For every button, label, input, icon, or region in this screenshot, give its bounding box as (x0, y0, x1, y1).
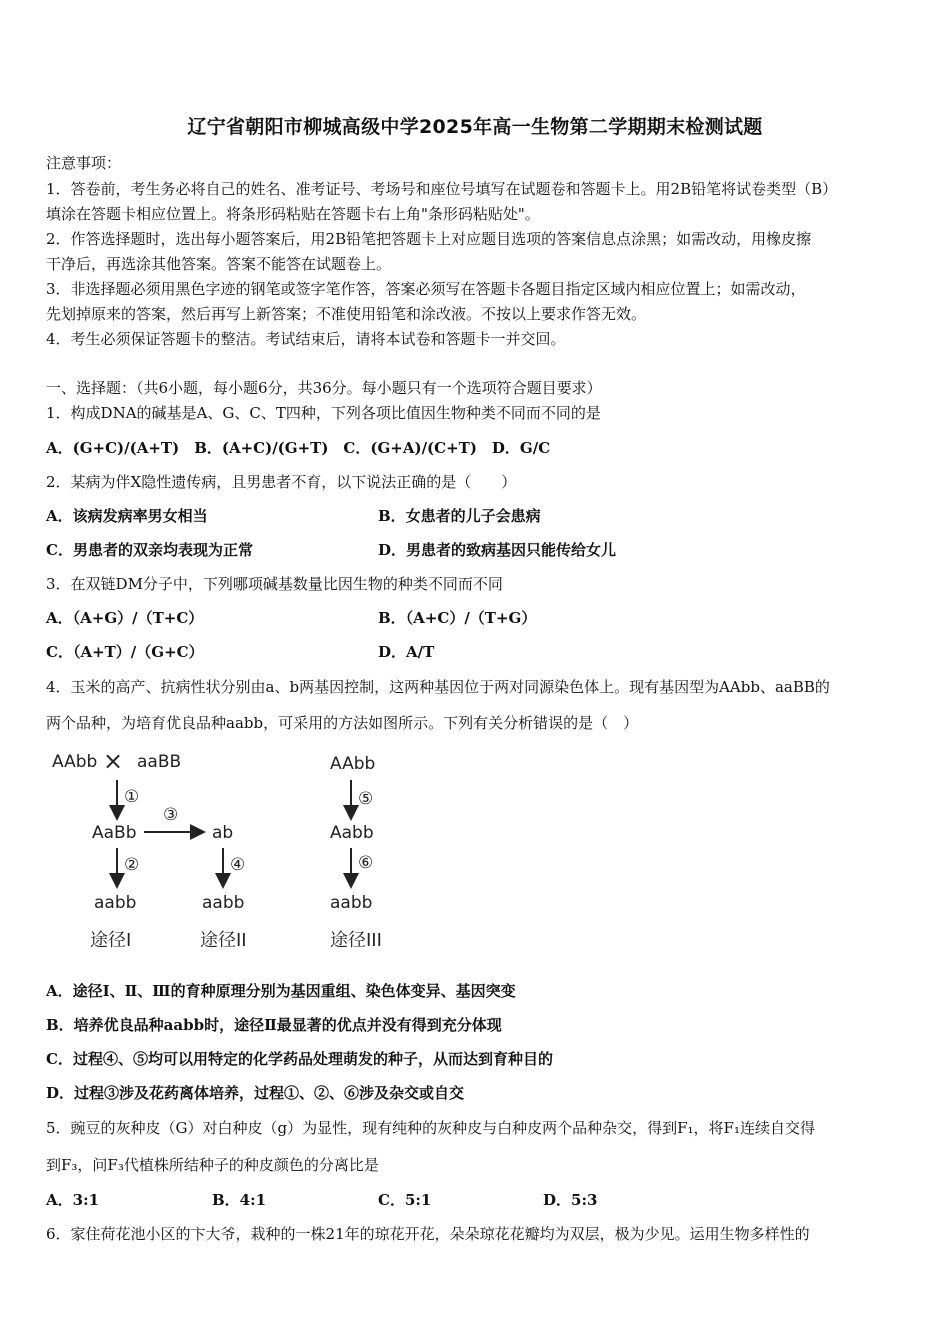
route-label-2: 途径II (200, 930, 247, 951)
option-a: A．3:1 (46, 1191, 100, 1209)
route-label-1: 途径I (90, 930, 132, 951)
parent-aabb: AAbb (52, 752, 98, 772)
step-1-label: ① (124, 787, 140, 807)
notice-line: 干净后，再选涂其他答案。答案不能答在试题卷上。 (46, 255, 392, 273)
question-stem: 豌豆的灰种皮（G）对白种皮（g）为显性，现有纯种的灰种皮与白种皮两个品种杂交，得到F₁，将F₁连续自交得 (70, 1119, 815, 1137)
result-aabb-1: aabb (94, 893, 137, 913)
step-6-label: ⑥ (358, 853, 374, 873)
question-stem: 玉米的高产、抗病性状分别由a、b两基因控制，这两种基因位于两对同源染色体上。现有基因型为AAbb、aaBB的 (70, 678, 830, 696)
cross-symbol: × (103, 747, 124, 775)
question-1-options: A．(G+C)/(A+T) B．(A+C)/(G+T) C．(G+A)/(C+T) D．G/C (46, 439, 551, 457)
gamete-ab: ab (212, 823, 234, 843)
page-title: 辽宁省朝阳市柳城高级中学2025年高一生物第二学期期末检测试题 (187, 116, 763, 138)
option-a: A．该病发病率男女相当 (46, 507, 208, 525)
notice-line: 1．答卷前，考生务必将自己的姓名、准考证号、考场号和座位号填写在试题卷和答题卡上。用2B铅笔将试卷类型（B） (46, 180, 838, 198)
parent-aabb-2: aaBB (137, 752, 182, 772)
question-number: 4． (46, 678, 71, 696)
option-d: D．男患者的致病基因只能传给女儿 (378, 541, 617, 559)
notice-line: 填涂在答题卡相应位置上。将条形码粘贴在答题卡右上角"条形码粘贴处"。 (46, 205, 540, 223)
notice-line: 先划掉原来的答案，然后再写上新答案；不准使用铅笔和涂改液。不按以上要求作答无效。 (46, 305, 647, 323)
question-number: 3． (46, 575, 71, 593)
option-c: C．过程④、⑤均可以用特定的化学药品处理萌发的种子，从而达到育种目的 (46, 1050, 553, 1068)
section-heading: 一、选择题：（共6小题，每小题6分，共36分。每小题只有一个选项符合题目要求） (46, 379, 602, 397)
option-b: B．（A+C）/（T+G） (378, 609, 537, 627)
option-a: A．途径Ⅰ、Ⅱ、Ⅲ的育种原理分别为基因重组、染色体变异、基因突变 (46, 982, 516, 1000)
step-4-label: ④ (230, 855, 246, 875)
option-b: B．4:1 (212, 1191, 267, 1209)
question-1 (46, 402, 601, 423)
result-aabb-3: aabb (330, 893, 373, 913)
question-2 (46, 471, 516, 492)
question-stem: 构成DNA的碱基是A、G、C、T四种，下列各项比值因生物种类不同而不同的是 (70, 404, 601, 422)
option-a: A．（A+G）/（T+C） (46, 609, 204, 627)
option-c: C．5:1 (378, 1191, 432, 1209)
question-number: 1． (46, 404, 71, 422)
question-stem: 在双链DM分子中，下列哪项碱基数量比因生物的种类不同而不同 (70, 575, 503, 593)
question-5 (46, 1117, 815, 1138)
question-6 (46, 1223, 810, 1244)
notice-line: 3．非选择题必须用黑色字迹的钢笔或签字笔作答，答案必须写在答题卡各题目指定区域内相应位置上；如需改动， (46, 280, 806, 298)
notice-line: 4．考生必须保证答题卡的整洁。考试结束后，请将本试卷和答题卡一并交回。 (46, 330, 566, 348)
route-label-3: 途径III (330, 930, 382, 951)
question-stem: 家住荷花池小区的卞大爷，栽种的一株21年的琼花开花，朵朵琼花花瓣均为双层，极为少见。运用生物多样性的 (70, 1225, 810, 1243)
question-4-stem-cont: 两个品种，为培育优良品种aabb，可采用的方法如图所示。下列有关分析错误的是（ ） (46, 714, 639, 732)
question-number: 2． (46, 473, 71, 491)
option-b: B．培养优良品种aabb时，途径Ⅱ最显著的优点并没有得到充分体现 (46, 1016, 502, 1034)
question-3 (46, 573, 503, 594)
option-d: D．5:3 (543, 1191, 598, 1209)
mutant-aabb: Aabb (330, 823, 374, 843)
option-c: C．男患者的双亲均表现为正常 (46, 541, 253, 559)
option-d: D．A/T (378, 643, 435, 661)
step-2-label: ② (124, 855, 140, 875)
step-3-label: ③ (163, 805, 179, 825)
question-stem: 某病为伴X隐性遗传病，且男患者不育，以下说法正确的是（ ） (70, 473, 517, 491)
option-d: D．过程③涉及花药离体培养，过程①、②、⑥涉及杂交或自交 (46, 1084, 465, 1102)
question-number: 5． (46, 1119, 71, 1137)
parent-aabb-3: AAbb (330, 754, 376, 774)
step-5-label: ⑤ (358, 789, 374, 809)
question-5-stem-cont: 到F₃，问F₃代植株所结种子的种皮颜色的分离比是 (46, 1156, 379, 1174)
option-b: B．女患者的儿子会患病 (378, 507, 541, 525)
notice-heading: 注意事项： (46, 154, 122, 172)
question-4 (46, 676, 830, 697)
option-c: C．（A+T）/（G+C） (46, 643, 204, 661)
f1-genotype: AaBb (92, 823, 137, 843)
notice-line: 2．作答选择题时，选出每小题答案后，用2B铅笔把答题卡上对应题目选项的答案信息点涂黑；如需改动，用橡皮擦 (46, 230, 812, 248)
breeding-diagram (40, 742, 440, 962)
result-aabb-2: aabb (202, 893, 245, 913)
question-number: 6． (46, 1225, 71, 1243)
